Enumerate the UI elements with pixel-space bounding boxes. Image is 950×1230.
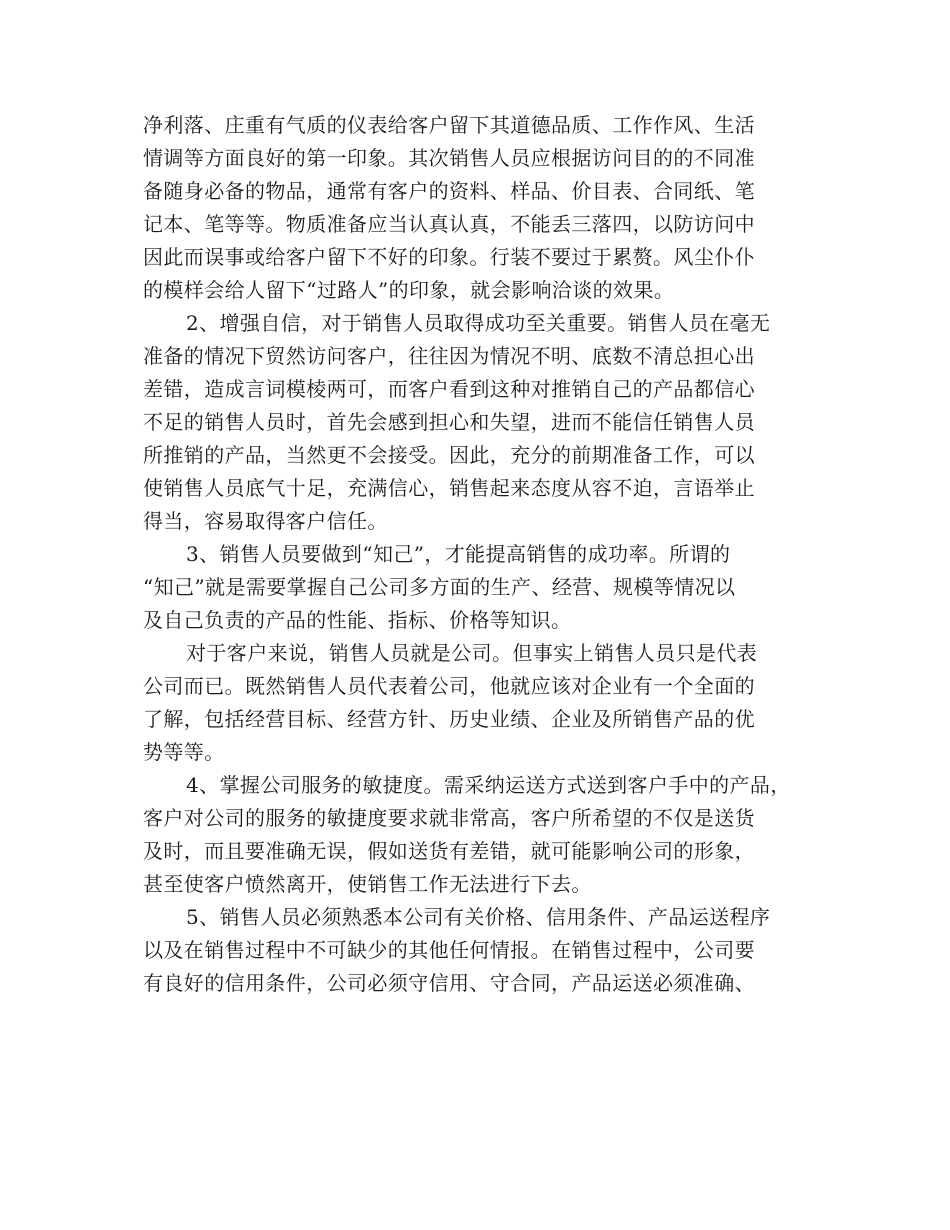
text-line: “知己”就是需要掌握自己公司多方面的生产、经营、规模等情况以 — [143, 575, 736, 599]
text-line: 有良好的信用条件，公司必须守信用、守合同，产品运送必须准确、 — [143, 971, 755, 995]
document-body — [143, 109, 823, 1000]
text-line: 不足的销售人员时，首先会感到担心和失望，进而不能信任销售人员 — [143, 410, 755, 434]
text-line: 以及在销售过程中不可缺少的其他任何情报。在销售过程中，公司要 — [143, 938, 755, 962]
paragraph-start-line: 4、掌握公司服务的敏捷度。需采纳运送方式送到客户手中的产品， — [186, 773, 791, 797]
text-line: 公司而已。既然销售人员代表着公司，他就应该对企业有一个全面的 — [143, 674, 755, 698]
paragraph-start-line: 3、销售人员要做到“知己”，才能提高销售的成功率。所谓的 — [186, 542, 731, 566]
text-line: 得当，容易取得客户信任。 — [143, 509, 388, 533]
text-line: 使销售人员底气十足，充满信心，销售起来态度从容不迫，言语举止 — [143, 476, 755, 500]
text-line: 准备的情况下贸然访问客户，往往因为情况不明、底数不清总担心出 — [143, 344, 755, 368]
text-line: 所推销的产品，当然更不会接受。因此，充分的前期准备工作，可以 — [143, 443, 755, 467]
text-line: 净利落、庄重有气质的仪表给客户留下其道德品质、工作作风、生活 — [143, 113, 755, 137]
paragraph-start-line: 对于客户来说，销售人员就是公司。但事实上销售人员只是代表 — [186, 641, 758, 665]
text-line: 因此而误事或给客户留下不好的印象。行装不要过于累赘。风尘仆仆 — [143, 245, 755, 269]
text-line: 及自己负责的产品的性能、指标、价格等知识。 — [143, 608, 572, 632]
paragraph-start-line: 2、增强自信，对于销售人员取得成功至关重要。销售人员在毫无 — [186, 311, 771, 335]
text-line: 及时，而且要准确无误，假如送货有差错，就可能影响公司的形象， — [143, 839, 755, 863]
text-line: 差错，造成言词模棱两可，而客户看到这种对推销自己的产品都信心 — [143, 377, 755, 401]
text-line: 客户对公司的服务的敏捷度要求就非常高，客户所希望的不仅是送货 — [143, 806, 755, 830]
text-line: 的模样会给人留下“过路人”的印象，就会影响洽谈的效果。 — [143, 278, 675, 302]
text-line: 情调等方面良好的第一印象。其次销售人员应根据访问目的的不同准 — [143, 146, 755, 170]
text-line: 甚至使客户愤然离开，使销售工作无法进行下去。 — [143, 872, 592, 896]
text-line: 势等等。 — [143, 740, 225, 764]
text-line: 备随身必备的物品，通常有客户的资料、样品、价目表、合同纸、笔 — [143, 179, 755, 203]
text-line: 记本、笔等等。物质准备应当认真认真，不能丢三落四，以防访问中 — [143, 212, 755, 236]
paragraph-start-line: 5、销售人员必须熟悉本公司有关价格、信用条件、产品运送程序 — [186, 905, 771, 929]
text-line: 了解，包括经营目标、经营方针、历史业绩、企业及所销售产品的优 — [143, 707, 755, 731]
